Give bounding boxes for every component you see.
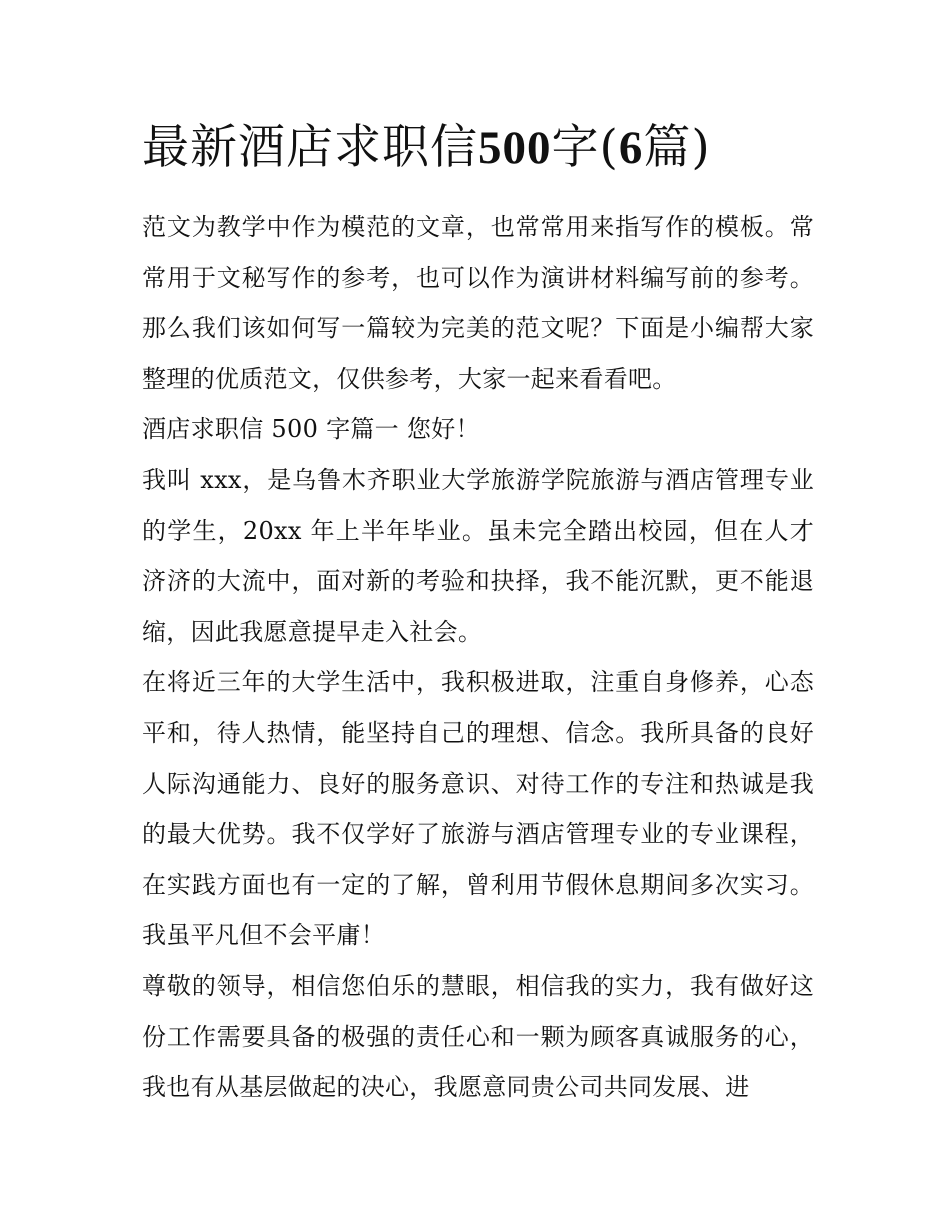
document-page bbox=[142, 116, 814, 1113]
body-paragraph-3: 尊敬的领导，相信您伯乐的慧眼，相信我的实力，我有做好这份工作需要具备的极强的责任心和一颗为顾客真诚服务的心，我也有从基层做起的决心，我愿意同贵公司共同发展、进 bbox=[142, 971, 814, 1102]
document-title bbox=[142, 116, 814, 180]
section-heading-1: 酒店求职信 500 字篇一 您好！ bbox=[142, 415, 480, 444]
title-text: 最新酒店求职信 bbox=[142, 120, 478, 175]
body-paragraph-2: 在将近三年的大学生活中，我积极进取，注重自身修养，心态平和，待人热情，能坚持自己的理想、信念。我所具备的良好人际沟通能力、良好的服务意识、对待工作的专注和热诚是我的最大优势。我不仅学好了旅游与酒店管理专业的专业课程，在实践方面也有一定的了解，曾利用节假休息期间多次实习。我虽平凡但不会平庸！ bbox=[142, 668, 814, 950]
title-text-pian: 篇) bbox=[643, 120, 711, 175]
title-text-zi: 字( bbox=[551, 120, 619, 175]
intro-paragraph: 范文为教学中作为模范的文章，也常常用来指写作的模板。常常用于文秘写作的参考，也可以作为演讲材料编写前的参考。那么我们该如何写一篇较为完美的范文呢？下面是小编帮大家整理的优质范文，仅供参考，大家一起来看看吧。 bbox=[142, 213, 814, 393]
title-number-500: 500 bbox=[478, 122, 552, 174]
body-paragraph-1: 我叫 xxx，是乌鲁木齐职业大学旅游学院旅游与酒店管理专业的学生，20xx 年上半年毕业。虽未完全踏出校园，但在人才济济的大流中，面对新的考验和抉择，我不能沉默，更不能退缩，因此我愿意提早走入社会。 bbox=[142, 465, 814, 646]
title-number-6: 6 bbox=[618, 122, 644, 174]
